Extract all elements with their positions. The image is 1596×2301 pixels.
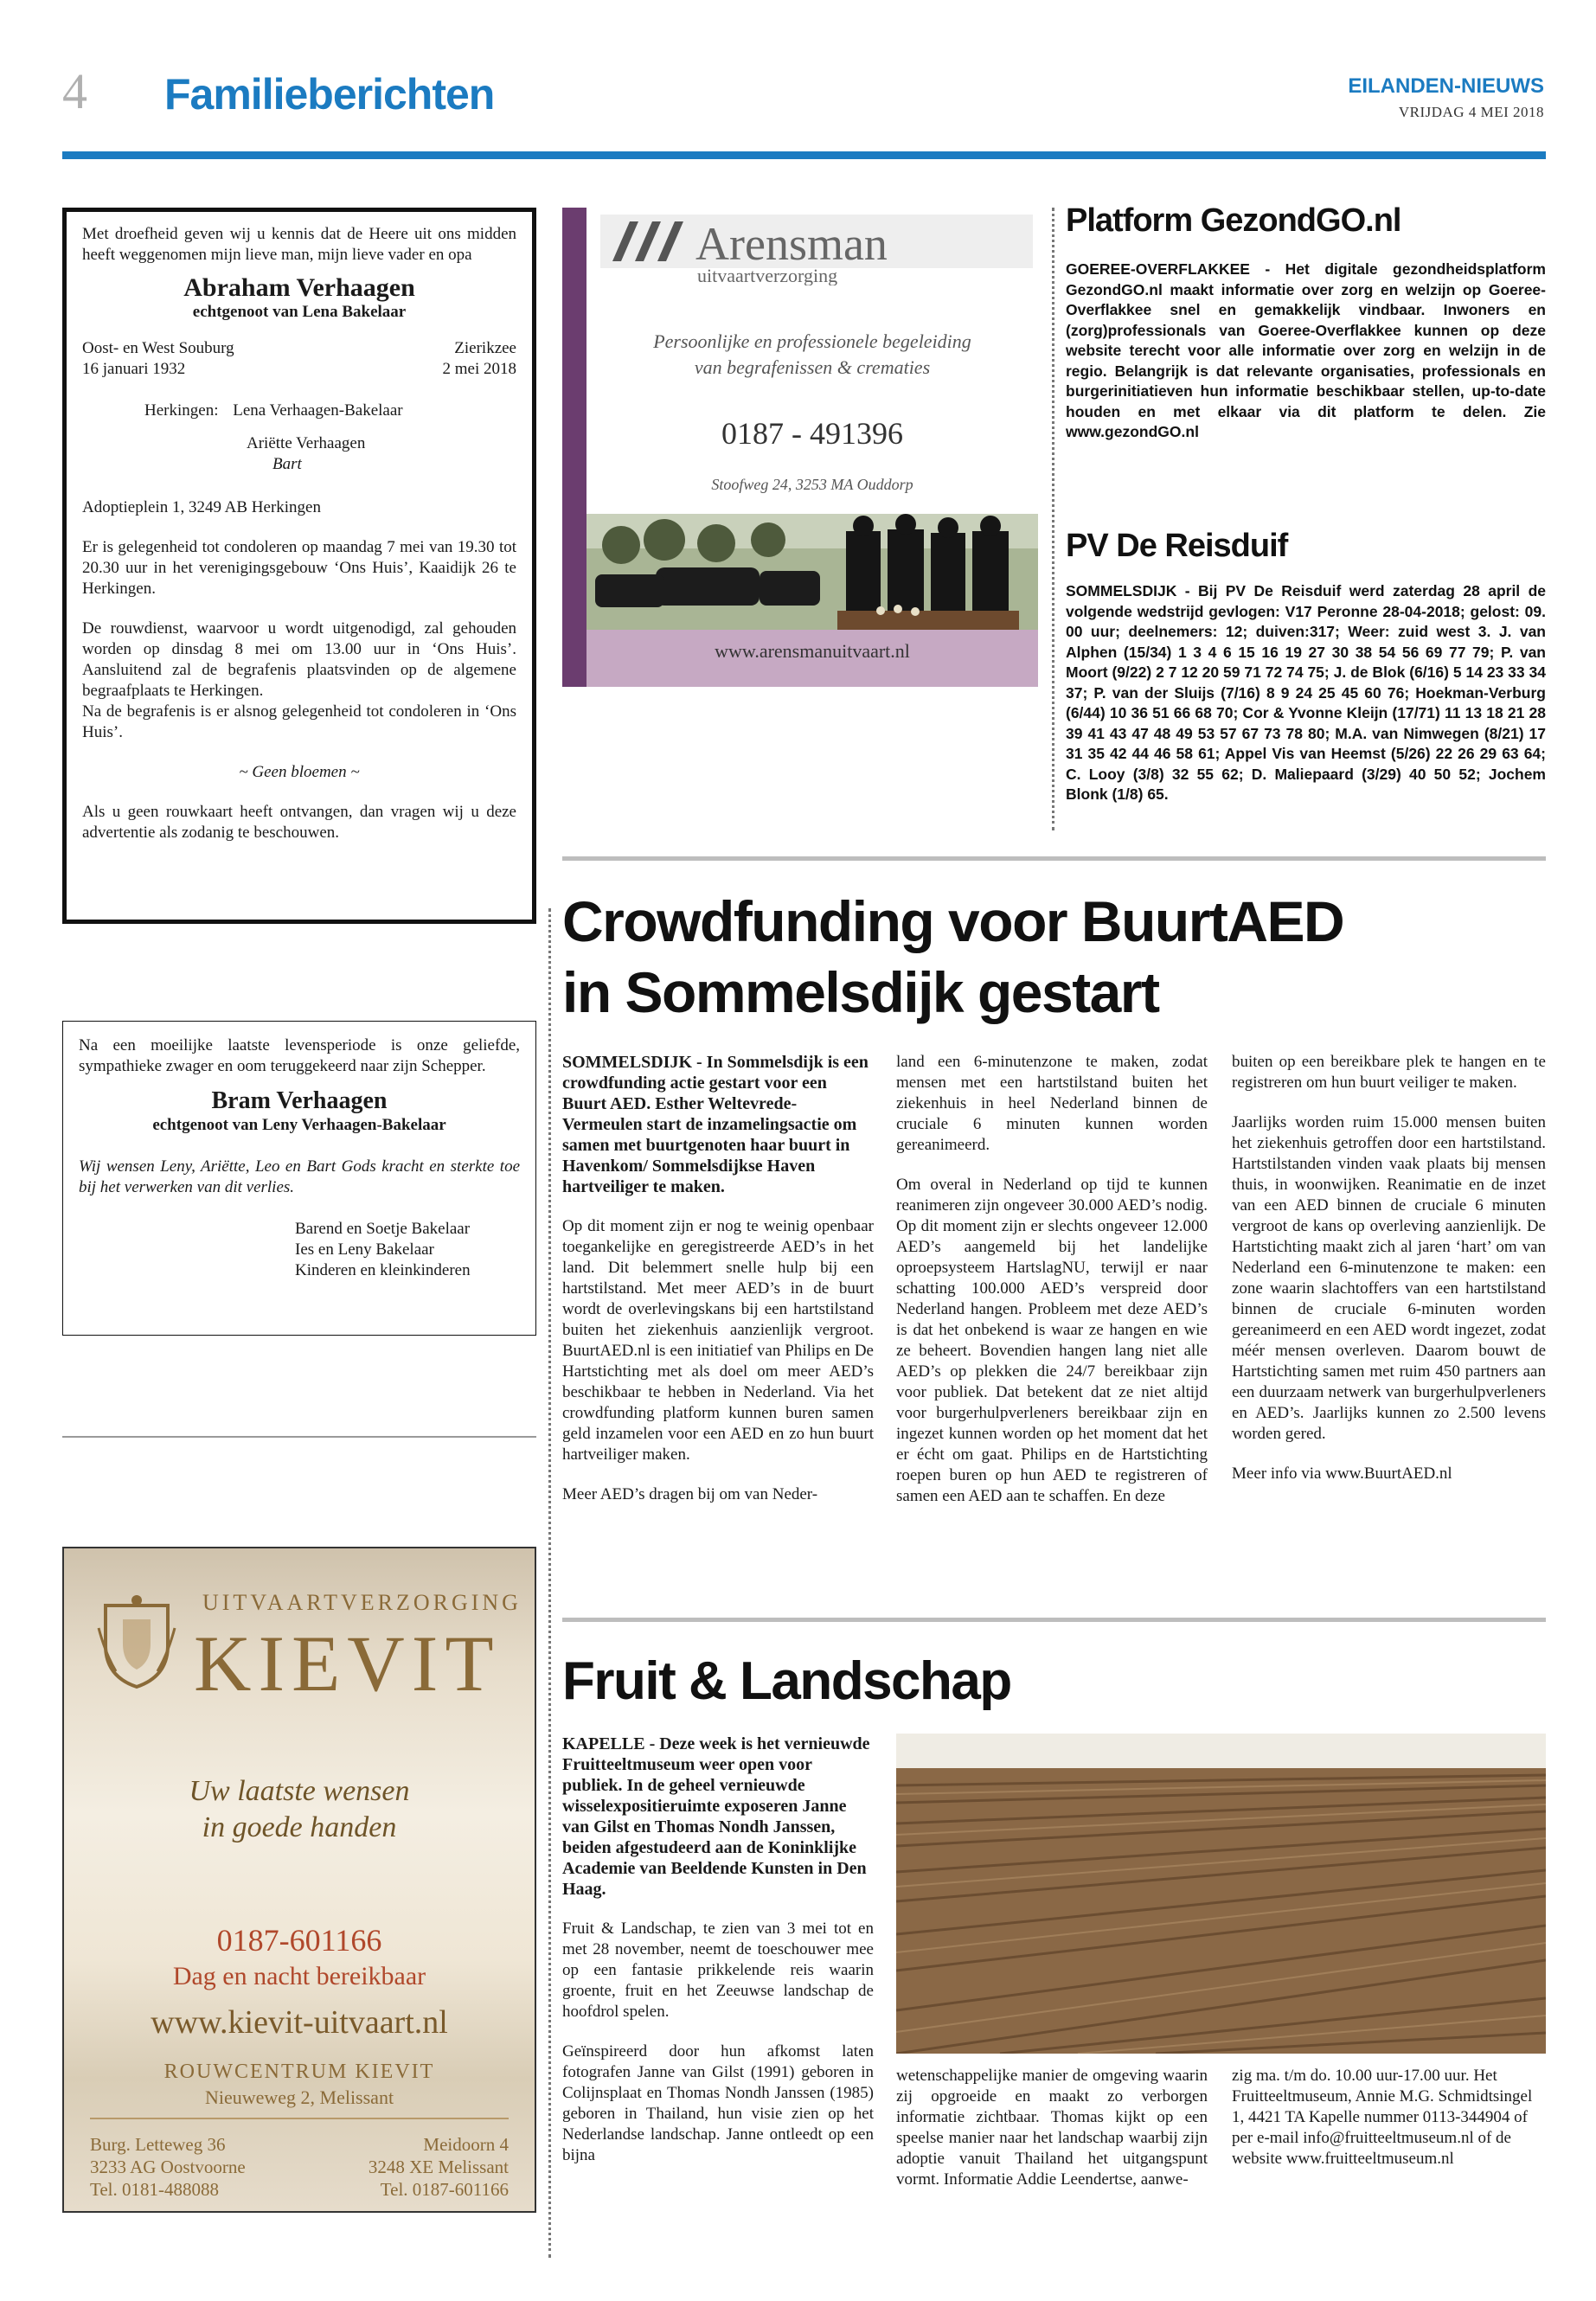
article-paragraph: Meer AED’s dragen bij om van Neder- [562, 1485, 818, 1503]
header-rule [62, 151, 1546, 159]
arensman-sub: uitvaartverzorging [697, 265, 838, 285]
kievit-address-right [369, 2133, 509, 2201]
crest-icon [97, 1593, 176, 1690]
address-line: Tel. 0181-488088 [90, 2179, 220, 2200]
section-rule [562, 856, 1546, 861]
article-paragraph: Fruit & Landschap, te zien van 3 mei tot en met 28 november, neemt de toeschouwer mee op een fantasie prikkelende reis waarin groente, fruit en het Zeeuwse landschap de hoofdrol spelen. [562, 1920, 874, 2021]
death-place: Zierikzee [454, 339, 516, 357]
arensman-name: Arensman [695, 218, 888, 270]
notice-wish: Wij wensen Leny, Ariëtte, Leo en Bart Gods kracht en sterkte toe bij het verwerken van dit verlies. [79, 1157, 520, 1196]
kievit-website: www.kievit-uitvaart.nl [151, 2004, 448, 2041]
kievit-center: ROUWCENTRUM KIEVIT [163, 2061, 435, 2083]
article-paragraph: Jaarlijks worden ruim 15.000 mensen buiten het ziekenhuis getroffen door een hartstilstand. Hartstilstanden vinden vaak plaats bij mensen thuis, in woonwijken. Reanimatie en de inzet van een AED binnen de cruciale 6 minuten vergroot de kans op overleving aanzienlijk. De Hartstichting maakt zich al jaren ‘hart’ om van Nederland een 6-minutenzone te maken: een zone waarin slachtoffers van een hartstilstand binnen de cruciale 6-minuten worden gereanimeerd en een AED wordt ingezet, zodat méér mensen overleven. Daarom bouwt de Hartstichting samen met ruim 450 partners aan een duurzaam netwerk van burgerhulpverleners en AED’s. Jaarlijks kunnen zo 2.500 levens worden gered. [1232, 1113, 1546, 1443]
column-divider [62, 1436, 536, 1438]
article-paragraph: buiten op een bereikbare plek te hangen en te registreren om hun buurt veiliger te maken. [1232, 1053, 1546, 1092]
article-paragraph: Op dit moment zijn er nog te weinig openbaar toegankelijke en geregistreerde AED’s in het land. Dit belemmert snelle hulp bij een hartstilstand. Met meer AED’s in de buurt wordt de overlevingskans bij een hartstilstand buiten het ziekenhuis aanzienlijk vergroot. BuurtAED.nl is een initiatief van Philips en De Hartstichting met als doel om meer AED’s beschikbaar te hebben in Nederland. Via het crowdfunding platform kunnen buren samen geld inzamelen voor een AED en zo hun buurt hartveiliger maken. [562, 1217, 874, 1464]
notice-intro: Met droefheid geven wij u kennis dat de Heere uit ons midden heeft weggenomen mijn lieve man, mijn lieve vader en opa [82, 225, 516, 264]
address-line: 3248 XE Melissant [368, 2157, 509, 2177]
kievit-slogan: Uw laatste wensen [189, 1775, 410, 1807]
kievit-tagline: UITVAARTVERZORGING [202, 1590, 522, 1615]
tagline-line: van begrafenissen & crematies [694, 356, 931, 378]
funeral-photo [586, 514, 1038, 630]
article-headline-fruit: Fruit & Landschap [562, 1651, 1011, 1711]
deceased-name: Bram Verhaagen [211, 1087, 388, 1114]
kievit-center-address: Nieuweweg 2, Melissant [204, 2086, 394, 2108]
deceased-spouse: echtgenoot van Lena Bakelaar [192, 303, 407, 321]
article-column [562, 1734, 874, 2185]
section-title: Familieberichten [164, 70, 495, 119]
arensman-advertisement [562, 208, 1038, 687]
deceased-name: Abraham Verhaagen [183, 273, 415, 302]
birth-date: 16 januari 1932 [82, 360, 186, 378]
newspaper-logo: EILANDEN-NIEUWS [1348, 74, 1544, 98]
arensman-ad-body [586, 208, 1038, 687]
kievit-divider [90, 2118, 509, 2119]
arensman-phone: 0187 - 491396 [721, 416, 903, 451]
brief-title-reisduif: PV De Reisduif [1066, 528, 1288, 564]
article-paragraph: zig ma. t/m do. 10.00 uur-17.00 uur. Het Fruitteeltmuseum, Annie M.G. Schmidtsingel 1, 4421 TA Kapelle nummer 0113-344904 of per e-mail info@fruitteeltmuseum.nl of de website www.fruitteeltmuseum.nl [1232, 2067, 1533, 2168]
notice-intro: Na een moeilijke laatste levensperiode is onze geliefde, sympathieke zwager en oom teruggekeerd naar zijn Schepper. [79, 1036, 520, 1075]
condolence-info: Er is gelegenheid tot condoleren op maandag 7 mei van 19.30 tot 20.30 uur in het verenigingsgebouw ‘Ons Huis’, Kaaidijk 26 te Herkingen. [82, 538, 516, 598]
arensman-tagline [586, 329, 1038, 381]
page-number: 4 [62, 63, 87, 119]
kievit-address-left [90, 2133, 246, 2201]
family-member: Bart [272, 455, 302, 473]
headline-line: Crowdfunding voor BuurtAED [562, 889, 1344, 953]
article-column [896, 1052, 1208, 1526]
signatory: Kinderen en kleinkinderen [295, 1261, 471, 1279]
arensman-logo-icon [600, 211, 1033, 285]
notice-closing: Als u geen rouwkaart heeft ontvangen, dan vragen wij u deze advertentie als zodanig te beschouwen. [82, 803, 516, 842]
article-paragraph: Meer info via www.BuurtAED.nl [1232, 1465, 1452, 1483]
address-line: Burg. Letteweg 36 [90, 2134, 226, 2155]
issue-date: VRIJDAG 4 MEI 2018 [1398, 104, 1544, 120]
tagline-line: Persoonlijke en professionele begeleiding [653, 330, 971, 352]
section-rule [562, 1618, 1546, 1622]
article-paragraph: Geïnspireerd door hun afkomst laten fotografen Janne van Gilst (1991) geboren in Colijnsplaat en Thomas Nondh Janssen (1985) geboren in Thailand, hun visie zien op het Nederlandse landschap. Janne ontleedt op een bijna [562, 2042, 874, 2164]
article-column [562, 1052, 874, 1524]
address-line: Meidoorn 4 [423, 2134, 509, 2155]
landscape-photo [896, 1734, 1546, 2054]
after-funeral-info: Na de begrafenis is er alsnog gelegenheid tot condoleren in ‘Ons Huis’. [82, 702, 516, 741]
arensman-address: Stoofweg 24, 3253 MA Ouddorp [711, 476, 913, 493]
family-member: Ariëtte Verhaagen [247, 434, 366, 452]
kievit-name: KIEVIT [194, 1619, 501, 1708]
family-place-label: Herkingen: [144, 401, 219, 420]
death-notice-verhaagen-bram [62, 1021, 536, 1336]
article-headline-crowdfunding [562, 886, 1546, 1028]
article-paragraph: land een 6-minutenzone te maken, zodat mensen met een hartstilstand buiten het ziekenhuis in heel Nederland binnen de cruciale 6 minuten kunnen worden gereanimeerd. [896, 1053, 1208, 1154]
birth-death-places [82, 338, 516, 359]
arensman-website: www.arensmanuitvaart.nl [586, 630, 1038, 687]
signatory: Ies en Leny Bakelaar [295, 1240, 434, 1259]
column-separator [548, 908, 551, 2258]
death-notice-verhaagen-abraham [62, 208, 536, 924]
article-column [1232, 2066, 1546, 2189]
article-column [1232, 1052, 1546, 1503]
signatories [79, 1219, 520, 1281]
brief-body-reisduif: SOMMELSDIJK - Bij PV De Reisduif werd zaterdag 28 april de volgende wedstrijd gevlogen: V17 Peronne 28-04-2018; gelost: 09. 00 uur; deelnemers: 12; duiven:317; Weer: zuid west 3. J. van Alphen (15/34) 1 3 4 6 15 16 19 27 30 38 54 56 69 77 79; P. van Moort (9/22) 2 7 12 20 59 71 72 74 75; J. de Blok (6/16) 5 14 23 33 34 37; P. van der Sluijs (7/16) 8 9 24 25 45 60 76; Hoekman-Verburg (6/44) 10 36 51 66 68 70; Cor & Yvonne Kleijn (17/71) 11 13 18 21 28 39 41 43 47 48 49 53 57 67 73 78 80; M.A. van Nimwegen (8/21) 17 31 35 42 44 46 58 61; Appel Vis van Heemst (5/26) 22 26 29 63 64; C. Looy (3/8) 32 55 62; D. Maliepaard (3/29) 40 50 52; Jochem Blonk (1/8) 65. [1066, 582, 1546, 803]
birth-death-dates [82, 359, 516, 380]
kievit-phone: 0187-601166 [216, 1923, 382, 1958]
family-block [82, 401, 516, 421]
article-column [896, 2066, 1208, 2209]
article-lead: KAPELLE - Deze week is het vernieuwde Fruitteeltmuseum weer open voor publiek. In de geheel vernieuwde wisselexpositieruimte exposeren Janne van Gilst en Thomas Nondh Janssen, beiden afgestudeerd aan de Koninklijke Academie van Beeldende Kunsten in Den Haag. [562, 1734, 870, 1899]
brief-title-gezondgo: Platform GezondGO.nl [1066, 202, 1401, 239]
address-line: Tel. 0187-601166 [380, 2179, 509, 2200]
birth-place: Oost- en West Souburg [82, 339, 234, 357]
kievit-advertisement [62, 1547, 536, 2213]
death-date: 2 mei 2018 [442, 360, 516, 378]
no-flowers-note: ~ Geen bloemen ~ [239, 763, 360, 781]
article-lead: SOMMELSDIJK - In Sommelsdijk is een crowdfunding actie gestart voor een Buurt AED. Esther Weltevrede-Vermeulen start de inzamelingsactie om samen met buurtgenoten haar buurt in Havenkom/ Sommelsdijkse Haven hartveiliger te maken. [562, 1053, 869, 1196]
kievit-slogan: in goede handen [202, 1811, 397, 1843]
family-member: Lena Verhaagen-Bakelaar [233, 401, 403, 420]
address-line: 3233 AG Oostvoorne [90, 2157, 246, 2177]
notice-address: Adoptieplein 1, 3249 AB Herkingen [82, 498, 321, 516]
kievit-availability: Dag en nacht bereikbaar [172, 1962, 426, 1990]
signatory: Barend en Soetje Bakelaar [295, 1220, 471, 1238]
article-paragraph: Om overal in Nederland op tijd te kunnen reanimeren zijn ongeveer 30.000 AED’s nodig. Op dit moment zijn er slechts ongeveer 12.000 AED’s aangemeld bij het landelijke oproepsysteem HartslagNU, terwijl er naar schatting 100.000 AED’s verspreid door Nederland hangen. Probleem met deze AED’s is dat het onbekend is waar ze hangen en wie ze beheert. Bovendien hangen lang niet alle AED’s op plekken die 24/7 bereikbaar zijn voor publiek. Dat betekent dat ze niet altijd voor burgerhulpverleners bereikbaar zijn en ingezet kunnen worden op het moment dat het er écht om gaat. Philips en de Hartstichting roepen buren op hun AED te registreren of samen een AED aan te schaffen. En deze [896, 1176, 1208, 1505]
headline-line: in Sommelsdijk gestart [562, 960, 1159, 1024]
column-separator [1052, 208, 1054, 830]
brief-body-gezondgo: GOEREE-OVERFLAKKEE - Het digitale gezondheidsplatform GezondGO.nl maakt informatie over zorg en welzijn op Goeree-Overflakkee snel en gemakkelijk vindbaar. Inwoners en (zorg)professionals van Goeree-Overflakkee kunnen op deze website terecht voor alle informatie over zorg en welzijn in de regio. Belangrijk is dat relevante organisaties, professionals en burgerinitiatieven hun informatie beschikbaar stellen, up-to-date houden en met elkaar via dit platform te delen. Zie www.gezondGO.nl [1066, 260, 1546, 440]
deceased-spouse: echtgenoot van Leny Verhaagen-Bakelaar [152, 1116, 446, 1134]
service-info: De rouwdienst, waarvoor u wordt uitgenodigd, zal gehouden worden op dinsdag 8 mei om 13.00 uur in ‘Ons Huis’. Aansluitend zal de begrafenis plaatsvinden op de algemene begraafplaats te Herkingen. [82, 619, 516, 700]
article-paragraph: wetenschappelijke manier de omgeving waarin zij opgroeide en maakt zo verborgen informatie zichtbaar. Thomas kijkt op een speelse manier naar het landschap waarbij zijn adoptie vanuit Thailand het uitgangspunt vormt. Informatie Addie Leendertse, aanwe- [896, 2067, 1208, 2189]
